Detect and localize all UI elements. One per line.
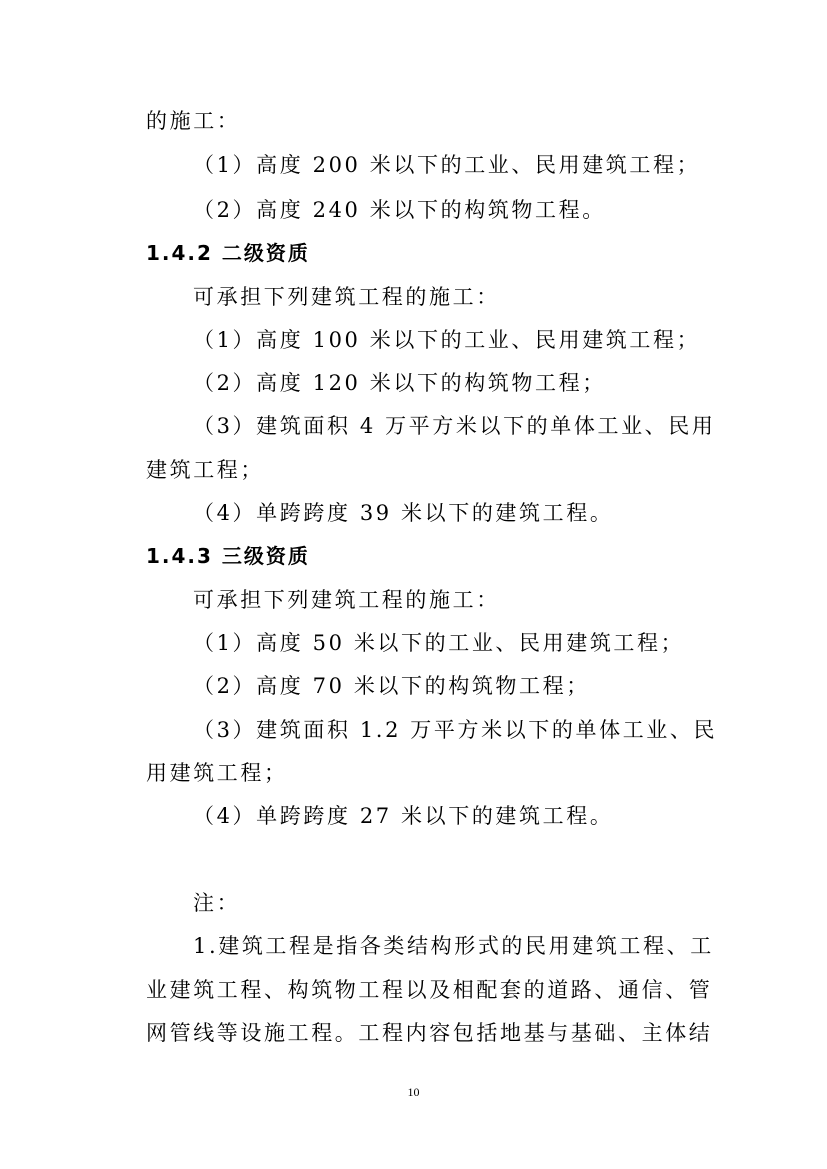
list-item: （1）高度 100 米以下的工业、民用建筑工程； — [193, 328, 701, 352]
list-item: （1）高度 50 米以下的工业、民用建筑工程； — [193, 631, 685, 655]
note-line: 1.建筑工程是指各类结构形式的民用建筑工程、工 — [193, 934, 714, 958]
list-item-continuation: 用建筑工程； — [146, 761, 288, 785]
list-item: （3）建筑面积 4 万平方米以下的单体工业、民用 — [193, 414, 716, 438]
list-item-continuation: 建筑工程； — [146, 458, 264, 482]
note-line: 业建筑工程、构筑物工程以及相配套的道路、通信、管 — [146, 978, 713, 1002]
list-item: （2）高度 70 米以下的构筑物工程； — [193, 674, 590, 698]
paragraph-line: 可承担下列建筑工程的施工： — [193, 588, 500, 612]
paragraph-line: 可承担下列建筑工程的施工： — [193, 285, 500, 309]
list-item: （1）高度 200 米以下的工业、民用建筑工程； — [193, 153, 701, 177]
page-number: 10 — [407, 1085, 420, 1099]
list-item: （4）单跨跨度 27 米以下的建筑工程。 — [193, 804, 614, 828]
list-item: （4）单跨跨度 39 米以下的建筑工程。 — [193, 501, 614, 525]
paragraph-line: 的施工： — [146, 109, 241, 133]
note-label: 注： — [193, 891, 241, 915]
section-heading: 1.4.2 二级资质 — [146, 241, 310, 265]
section-heading: 1.4.3 三级资质 — [146, 544, 310, 568]
list-item: （3）建筑面积 1.2 万平方米以下的单体工业、民 — [193, 718, 718, 742]
list-item: （2）高度 240 米以下的构筑物工程。 — [193, 198, 606, 222]
note-line: 网管线等设施工程。工程内容包括地基与基础、主体结 — [146, 1021, 713, 1045]
list-item: （2）高度 120 米以下的构筑物工程； — [193, 371, 606, 395]
